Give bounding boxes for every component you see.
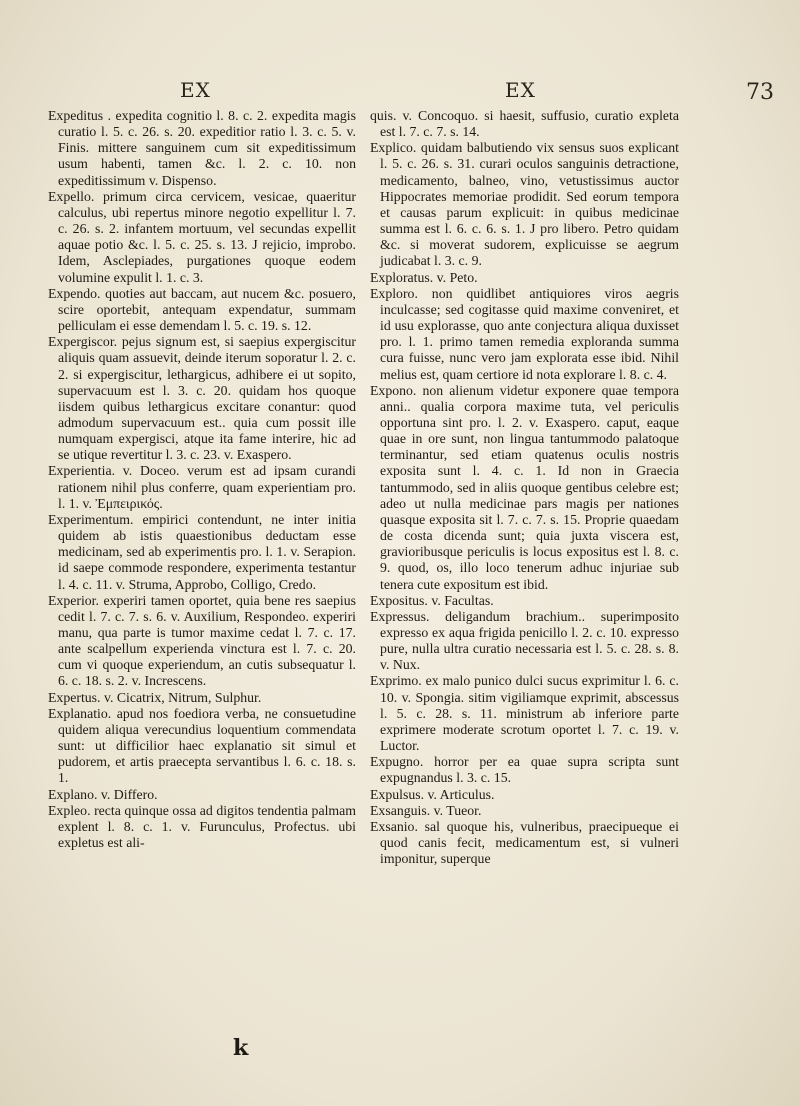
signature-mark: k <box>233 1035 249 1061</box>
entry-expleo-continued: quis. v. Concoquo. si haesit, suffusio, curatio expleta est l. 7. c. 7. s. 14. <box>370 108 679 140</box>
running-head-left: EX <box>180 78 211 102</box>
entry-expertus: Expertus. v. Cicatrix, Nitrum, Sulphur. <box>48 689 262 705</box>
entry-explico: Explico. quidam balbutiendo vix sensus suos explicant l. 5. c. 26. s. 31. curari oculos sanguinis detractione, medicamento, balneo, vino, vetustissimus auctor Hippocrates memoriae prodidit. Sed eorum tempora et causas parum explicuit: in quibus medicinae summa est l. 6. c. 6. s. 1. J pro libero. Petro quidam &c. si moverat sudorem, explicuisse se aegrum judicabat l. 3. c. 9. <box>370 140 679 269</box>
entry-expositus: Expositus. v. Facultas. <box>370 592 494 608</box>
left-column <box>48 108 356 851</box>
entry-expressus: Expressus. deligandum brachium.. superimposito expresso ex aqua frigida penicillo l. 2. c. 10. expresso pure, nulla ultra curatio necessaria est l. 5. c. 28. s. 8. v. Nux. <box>370 608 679 673</box>
entry-expergiscor: Expergiscor. pejus signum est, si saepius expergiscitur aliquis quam assuevit, deinde iterum soporatur l. 2. c. 2. si expergiscitur, lethargicus, adhibere ei ut sopito, supervacuum est l. 3. c. 20. quidam hos quoque iisdem quibus lethargicus excitare conantur: quod admodum supervacuum est.. quia cum possit ille numquam expergisci, atque ita fame interire, hic ad se utique revertitur l. 3. c. 23. v. Exaspero. <box>48 334 356 463</box>
entry-explano: Explano. v. Differo. <box>48 786 158 802</box>
entry-explanatio: Explanatio. apud nos foediora verba, ne consuetudine quidem aliqua verecundius loquentium commendata sunt: ut difficilior haec explanatio sit simul et pudorem, et artis praecepta servantibus l. 6. c. 18. s. 1. <box>48 705 356 786</box>
page-number: 73 <box>746 80 774 105</box>
entry-exsanio: Exsanio. sal quoque his, vulneribus, praecipueque ei quod canis fecit, medicamentum est, si vulneri imponitur, superque <box>370 818 679 867</box>
entry-experientia: Experientia. v. Doceo. verum est ad ipsam curandi rationem nihil plus conferre, quam experientiam pro. l. 1. v. Ἐμπειρικός. <box>48 463 356 511</box>
entry-expeditus: Expeditus . expedita cognitio l. 8. c. 2. expedita magis curatio l. 5. c. 26. s. 20. expeditior ratio l. 3. c. 5. v. Finis. mittere sanguinem cum sit expeditissimum usum habenti, tamen &c. l. 2. c. 10. non expeditissimum v. Dispenso. <box>48 108 356 188</box>
entry-expugno: Expugno. horror per ea quae supra scripta sunt expugnandus l. 3. c. 15. <box>370 754 679 786</box>
entry-exploro: Exploro. non quidlibet antiquiores viros aegris inculcasse; sed cogitasse quid maxime conveniret, et id usu explorasse, quo ante conjectura aliqua duxisset pro. l. 1. primo tamen remedia exploranda summa cura fuisse, nunc vero jam explorata esse ibid. Nihil melius est, quam certiore id nota explorare l. 8. c. 4. <box>370 285 679 382</box>
entry-exploratus: Exploratus. v. Peto. <box>370 269 478 285</box>
entry-experior: Experior. experiri tamen oportet, quia bene res saepius cedit l. 7. c. 7. s. 6. v. Auxilium, Respondeo. experiri manu, qua parte is tumor maxime cedat l. 7. c. 17. ante scalpellum experienda vinctura est l. 7. c. 20. cum vi quoque experiendum, an cutis subsequatur l. 6. c. 18. s. 2. v. Increscens. <box>48 592 356 689</box>
entry-exprimo: Exprimo. ex malo punico dulci sucus exprimitur l. 6. c. 10. v. Spongia. sitim vigiliamque exprimit, abscessus l. 5. c. 28. s. 11. ministrum ab inferiore parte exprimere moderate scrotum oportet l. 7. c. 19. v. Luctor. <box>370 673 679 754</box>
running-head-right: EX <box>505 78 536 102</box>
entry-expleo: Expleo. recta quinque ossa ad digitos tendentia palmam explent l. 8. c. 1. v. Furunculus, Profectus. ubi expletus est ali- <box>48 802 356 851</box>
entry-exsanguis: Exsanguis. v. Tueor. <box>370 802 482 818</box>
entry-expulsus: Expulsus. v. Articulus. <box>370 786 495 802</box>
entry-expono: Expono. non alienum videtur exponere quae tempora anni.. qualia corpora maxime tuta, vel periculis opportuna sint pro. l. 2. v. Exaspero. caput, eaque quae in ore sunt, non lingua tantummodo palatoque terminantur, sed etiam quatenus oculis nostris exposita sunt l. 4. c. 1. Id non in Graecia tantummodo, sed in aliis quoque gentibus celebre est; adeo ut nulla medicinae pars magis per nationes quasque exposita sit l. 7. c. 7. s. 15. Proprie quaedam de costa dicenda sunt; quia juxta viscera est, gravioribusque periculis is locus expositus est l. 8. c. 9. quod, os, illo loco tenerum adhuc injuriae sub tenera cute expositum est ibid. <box>370 382 679 592</box>
entry-expello: Expello. primum circa cervicem, vesicae, quaeritur calculus, ubi repertus minore negotio expellitur l. 7. c. 26. s. 2. infantem mortuum, vel secundas expellit aquae potio &c. l. 5. c. 25. s. 13. J rejicio, improbo. Idem, Asclepiades, purgationes quoque eodem volumine expulit l. 1. c. 3. <box>48 188 356 285</box>
right-column <box>370 108 679 867</box>
entry-experimentum: Experimentum. empirici contendunt, ne inter initia quidem ab istis quaestionibus deductam esse medicinam, sed ab experimentis pro. l. 1. v. Serapion. id saepe commode respondere, experimenta testantur l. 4. c. 11. v. Struma, Approbo, Colligo, Credo. <box>48 511 356 592</box>
entry-expendo: Expendo. quoties aut baccam, aut nucem &c. posuero, scire oportebit, antequam expendatur, summam pelliculam ei esse demendam l. 5. c. 19. s. 12. <box>48 285 356 334</box>
